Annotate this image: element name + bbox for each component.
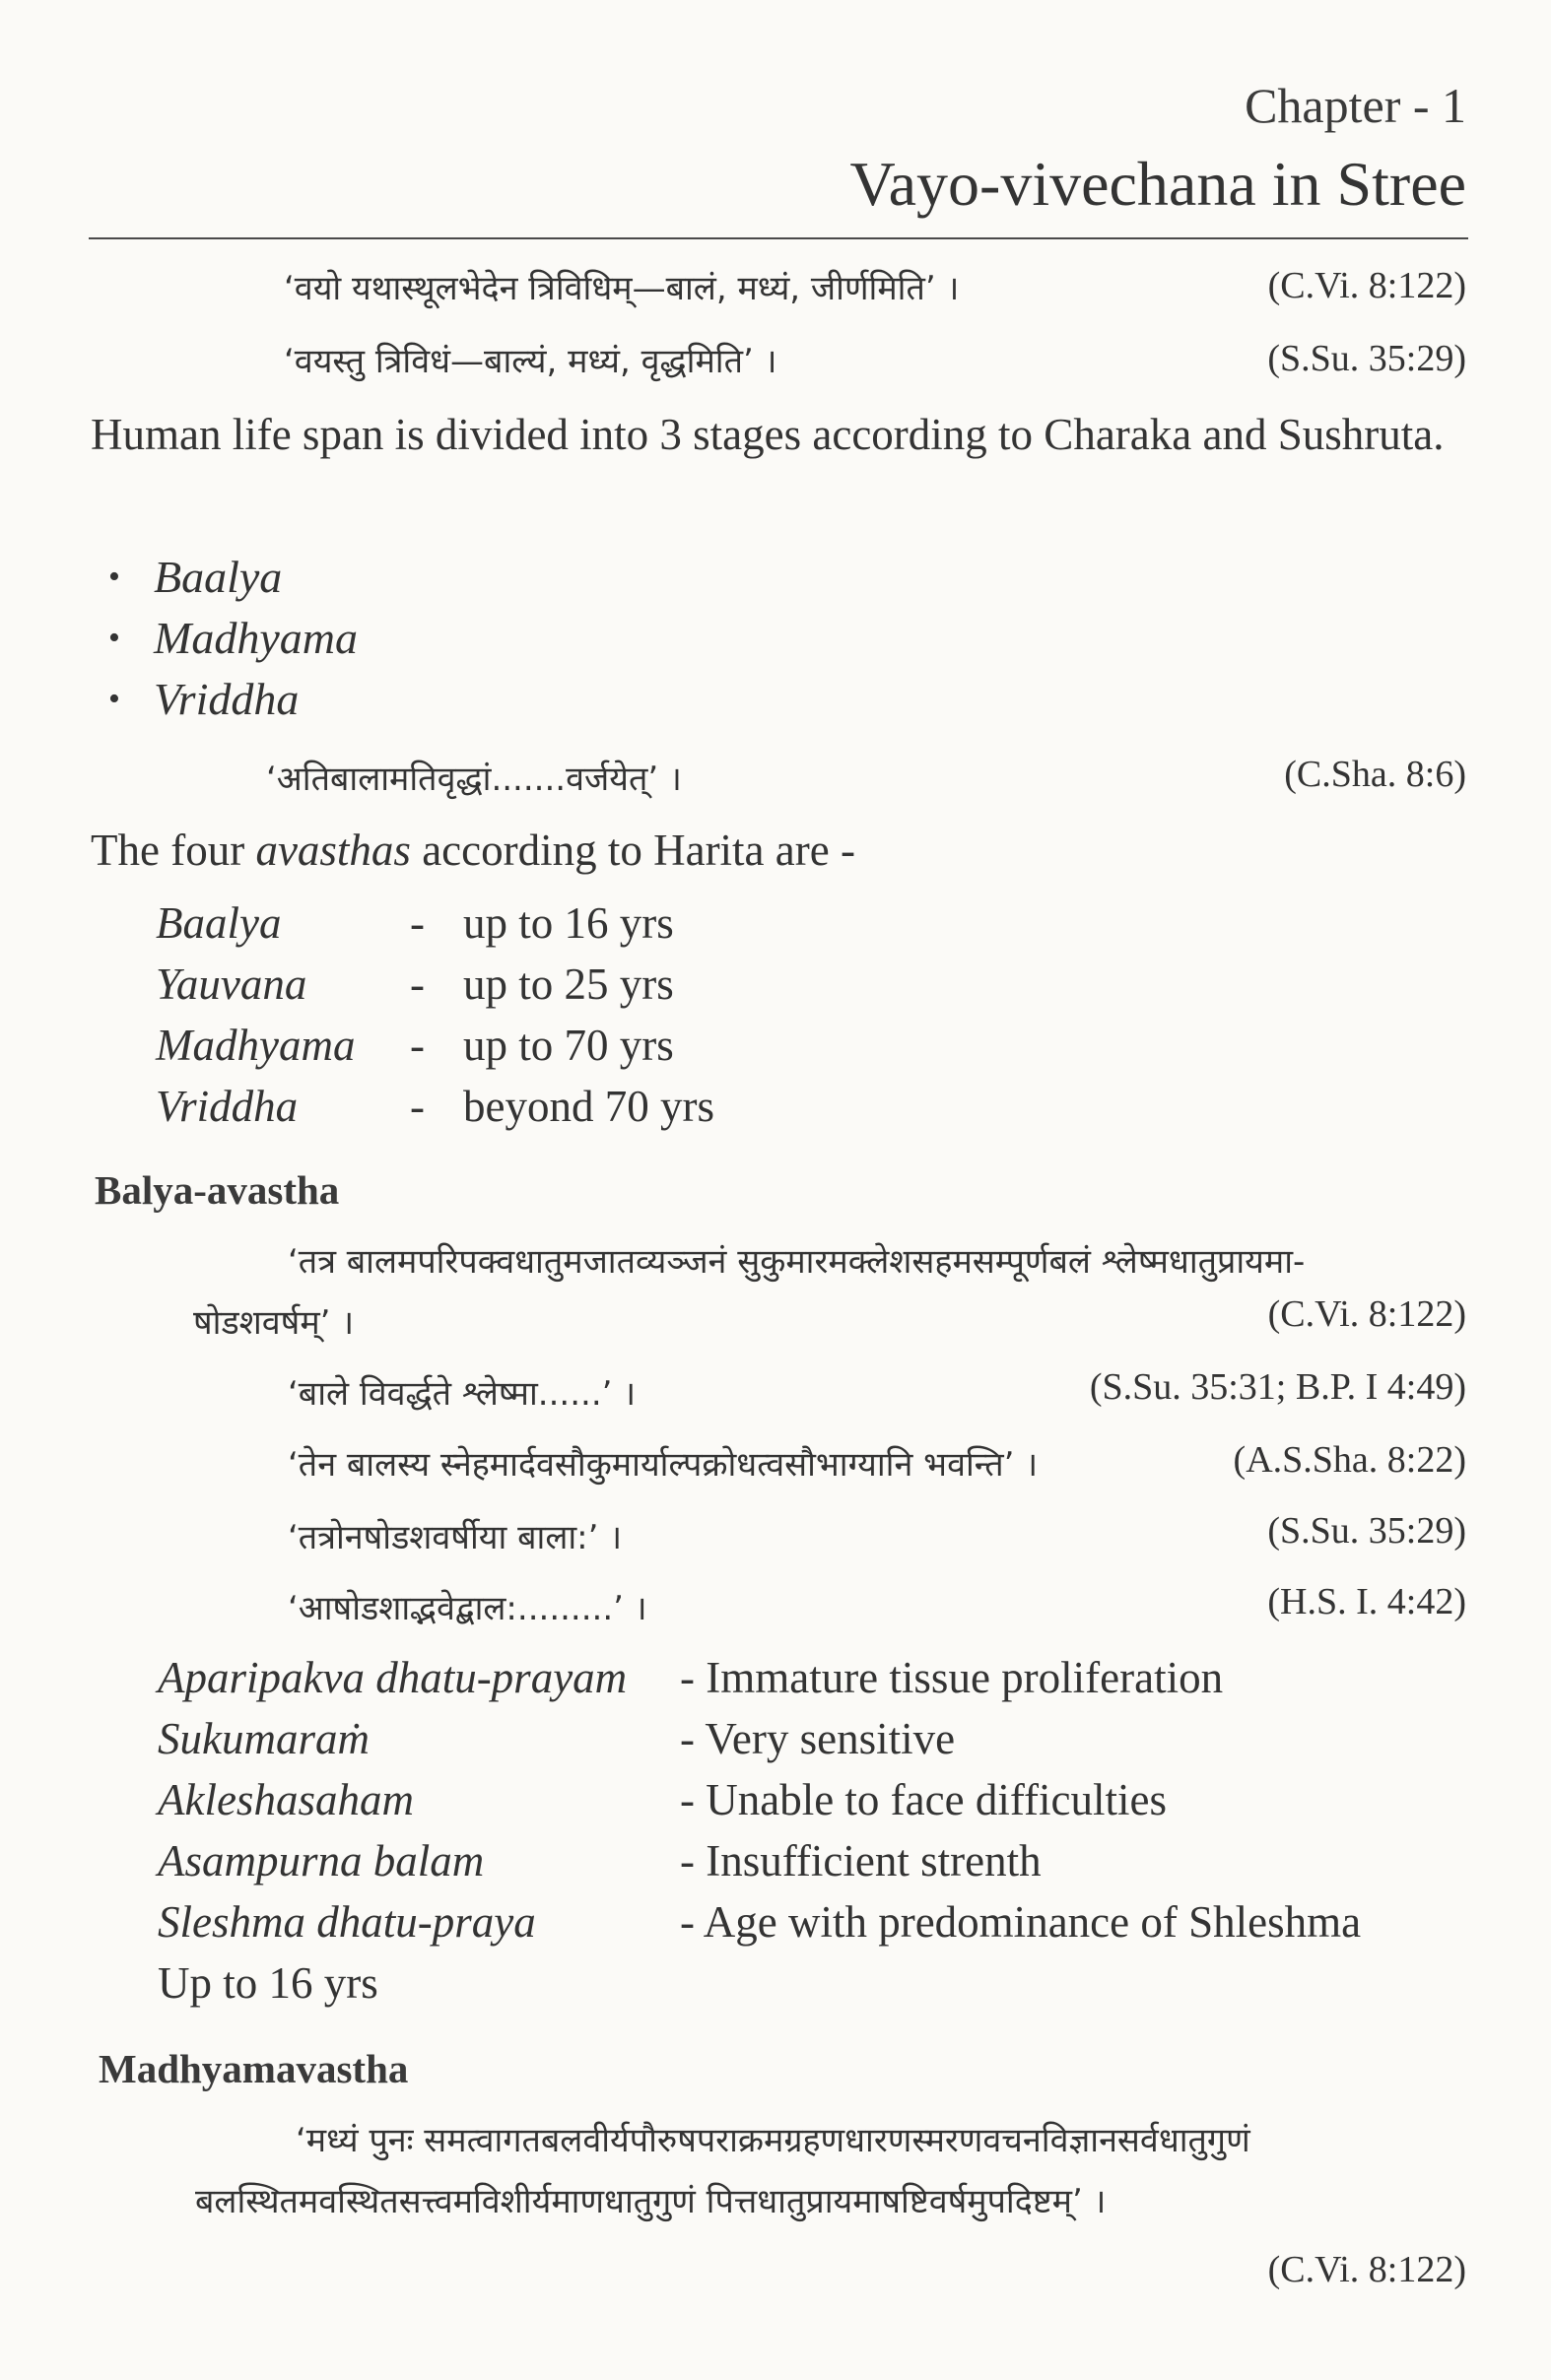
- glossary-row: [158, 1708, 1468, 1769]
- glossary-term: Asampurna balam: [158, 1836, 485, 1885]
- table-row: [156, 892, 944, 954]
- glossary-term: Akleshasaham: [158, 1775, 414, 1824]
- stages-bullet-list: [108, 547, 358, 730]
- verse-ref: (H.S. I. 4:42): [1267, 1581, 1466, 1622]
- glossary-meaning: - Unable to face difficulties: [680, 1775, 1167, 1824]
- glossary-term: Sleshma dhatu-praya: [158, 1897, 536, 1947]
- verse-ashodashad: ‘आषोडशाद्भवेद्बाल:.........’ ।: [288, 1589, 647, 1628]
- header-rule: [89, 237, 1468, 239]
- harita-lead-text: The four: [91, 826, 256, 875]
- glossary-meaning: - Immature tissue proliferation: [680, 1653, 1224, 1702]
- verse-madhyam-line2: बलस्थितमवस्थितसत्त्वमविशीर्यमाणधातुगुणं पित्तधातुप्रायमाषष्टिवर्षमुपदिष्टम्’ ।: [195, 2182, 1107, 2221]
- stage-dash: -: [410, 898, 425, 948]
- glossary-row: [158, 1647, 1468, 1708]
- section-heading-madhyama: Madhyamavastha: [99, 2046, 409, 2091]
- stage-name: Yauvana: [156, 959, 307, 1009]
- verse-balya-line1: ‘तत्र बालमपरिपक्वधातुमजातव्यञ्जनं सुकुमारमक्लेशसहमसम्पूर्णबलं श्लेष्मधातुप्रायमा-: [288, 1242, 1306, 1282]
- stage-dash: -: [410, 959, 425, 1009]
- verse-ativala: ‘अतिबालामतिवृद्धां.......वर्जयेत्’ ।: [266, 760, 682, 799]
- verse-ref: (S.Su. 35:31; B.P. I 4:49): [1089, 1366, 1466, 1408]
- verse-ref: (C.Vi. 8:122): [1267, 2249, 1466, 2290]
- verse-ref: (C.Sha. 8:6): [1284, 754, 1466, 795]
- stage-range: up to 70 yrs: [463, 1021, 674, 1070]
- verse-ref: (C.Vi. 8:122): [1267, 1293, 1466, 1335]
- glossary-meaning: - Age with predominance of Shleshma: [680, 1897, 1362, 1947]
- verse-charaka-vaya: ‘वयो यथास्थूलभेदेन त्रिविधिम्—बालं, मध्यं, जीर्णमिति’ ।: [284, 269, 960, 308]
- stage-range: up to 16 yrs: [463, 898, 674, 948]
- stage-name: Vriddha: [156, 1082, 299, 1131]
- verse-balya-line2: षोडशवर्षम्’ ।: [193, 1303, 355, 1343]
- harita-stage-table: [156, 892, 944, 1149]
- stage-name: Baalya: [156, 898, 282, 948]
- chapter-title: Vayo-vivechana in Stree: [849, 149, 1466, 219]
- chapter-label: Chapter - 1: [1245, 78, 1466, 133]
- stage-range: beyond 70 yrs: [463, 1082, 714, 1131]
- verse-tena-balasya: ‘तेन बालस्य स्नेहमार्दवसौकुमार्याल्पक्रोधत्वसौभाग्यानि भवन्ति’ ।: [288, 1445, 1039, 1485]
- verse-ref: (S.Su. 35:29): [1267, 1510, 1466, 1552]
- balya-glossary: [158, 1647, 1468, 2031]
- glossary-row: [158, 1891, 1468, 1952]
- verse-madhyam-line1: ‘मध्यं पुनः समत्वागतबलवीर्यपौरुषपराक्रमग्रहणधारणस्मरणवचनविज्ञानसर्वधातुगुणं: [296, 2121, 1250, 2160]
- harita-lead-text-end: according to Harita are -: [410, 826, 855, 875]
- glossary-meaning: - Insufficient strenth: [680, 1836, 1042, 1885]
- intro-paragraph: Human life span is divided into 3 stages according to Charaka and Sushruta.: [91, 410, 1445, 459]
- harita-lead-italic: avasthas: [255, 826, 411, 875]
- table-row: [156, 1076, 944, 1137]
- list-item: • Baalya: [108, 547, 358, 608]
- glossary-meaning: - Very sensitive: [680, 1714, 956, 1763]
- section-heading-balya: Balya-avastha: [95, 1167, 340, 1213]
- table-row: [156, 1015, 944, 1076]
- verse-bale-vivardhate: ‘बाले विवर्द्धते श्लेष्मा......’ ।: [288, 1374, 637, 1414]
- verse-ref: (C.Vi. 8:122): [1267, 265, 1466, 306]
- glossary-row: [158, 1952, 1468, 2014]
- stage-name: Madhyama: [156, 1021, 356, 1070]
- list-item: • Vriddha: [108, 669, 358, 730]
- verse-ref: (S.Su. 35:29): [1267, 338, 1466, 379]
- age-note: Up to 16 yrs: [158, 1958, 378, 2008]
- stage-dash: -: [410, 1021, 425, 1070]
- glossary-term: Aparipakva dhatu-prayam: [158, 1653, 628, 1702]
- verse-tatrona: ‘तत्रोनषोडशवर्षीया बाला:’ ।: [288, 1518, 623, 1557]
- stage-dash: -: [410, 1082, 425, 1131]
- stage-range: up to 25 yrs: [463, 959, 674, 1009]
- glossary-row: [158, 1769, 1468, 1830]
- table-row: [156, 954, 944, 1015]
- glossary-row: [158, 1830, 1468, 1891]
- verse-sushruta-vaya: ‘वयस्तु त्रिविधं—बाल्यं, मध्यं, वृद्धमिति’ ।: [284, 342, 777, 381]
- verse-ref: (A.S.Sha. 8:22): [1233, 1439, 1466, 1481]
- harita-lead: [91, 820, 1470, 882]
- glossary-term: Sukumaraṁ: [158, 1714, 370, 1763]
- list-item: • Madhyama: [108, 608, 358, 669]
